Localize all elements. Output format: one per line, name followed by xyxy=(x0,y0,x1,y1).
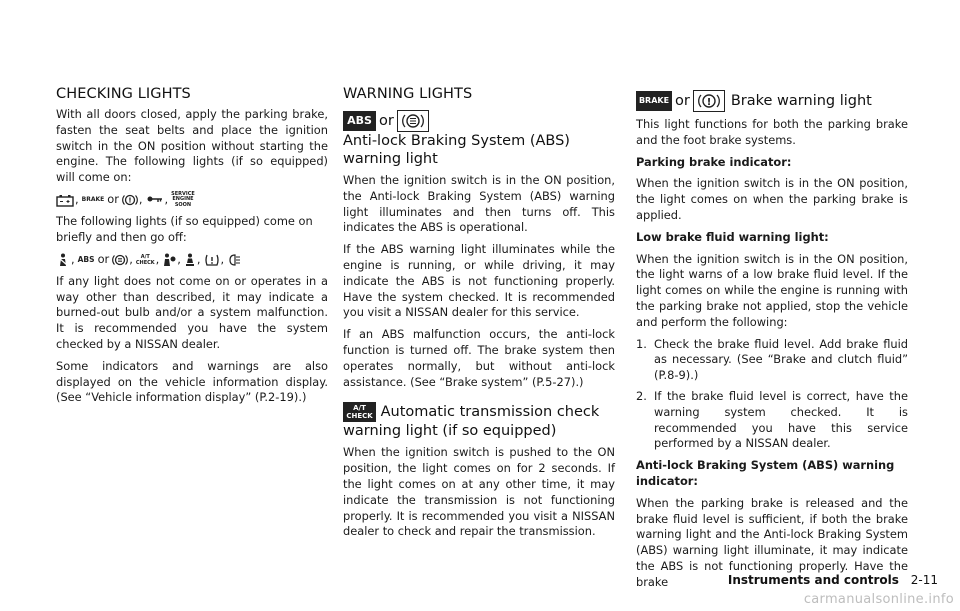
page-footer xyxy=(728,573,938,587)
abs-circle-badge-icon xyxy=(397,110,429,132)
page-number: 2-11 xyxy=(910,573,938,587)
checking-lights-paragraph-1: With all doors closed, apply the parking brake, fasten the seat belts and place the ignition switch in the ON position without starting the engine. The following lights (if so equipped) will come on: xyxy=(56,107,328,185)
checking-lights-paragraph-4: Some indicators and warnings are also displayed on the vehicle information display. (See “Vehicle information display” (P.2-19).) xyxy=(56,358,328,405)
brake-paragraph-2: When the ignition switch is in the ON position, the light comes on when the parking brake is applied. xyxy=(636,176,908,222)
lights-briefly-icon-row: , ABS or , A/T CHECK , , , , xyxy=(56,252,328,268)
list-item: 1. Check the brake fluid level. Add brake fluid as necessary. (See “Brake and clutch fluid” (P.8-9).) xyxy=(636,336,908,383)
column-warning-lights xyxy=(343,86,615,546)
battery-icon xyxy=(56,194,74,207)
brake-warning-heading: BRAKE or ! Brake warning light xyxy=(636,90,908,112)
svg-text:!: ! xyxy=(706,97,712,108)
brake-paragraph-3: When the ignition switch is in the ON position, the light warns of a low brake fluid level. If the light comes on while the engine is running with the parking brake not applied, stop the vehicle and perform the following: xyxy=(636,251,908,329)
abs-paragraph-3: If an ABS malfunction occurs, the anti-lock function is turned off. The brake system then operates normally, but without anti-lock assistance. (See “Brake system” (P.5-27).) xyxy=(343,327,615,389)
key-icon xyxy=(146,194,164,206)
abs-text-icon: ABS xyxy=(77,255,95,265)
brake-paragraph-1: This light functions for both the parking brake and the foot brake systems. xyxy=(636,117,908,147)
list-item: 2. If the brake fluid level is correct, have the warning system checked. It is recommended you have this service performed by a NISSAN dealer. xyxy=(636,388,908,451)
at-check-heading: A/T CHECK Automatic transmission check warning light (if so equipped) xyxy=(343,404,600,440)
headlight-icon xyxy=(227,253,241,267)
lights-on-icon-row: , BRAKE or ! , , SERVICE ENGINE SOON xyxy=(56,192,328,209)
checking-lights-paragraph-2: The following lights (if so equipped) come on briefly and then go off: xyxy=(56,214,313,245)
passenger-seatbelt-icon xyxy=(184,253,196,267)
abs-paragraph-2: If the ABS warning light illuminates while the engine is running, or while driving, it may indicate the ABS is not functioning properly. Have the system checked. It is recommended you visit a NISSAN dealer for this service. xyxy=(343,242,615,320)
abs-badge-icon: ABS xyxy=(343,111,376,131)
section-title-warning-lights: WARNING LIGHTS xyxy=(343,86,473,102)
at-check-icon: A/T CHECK xyxy=(135,253,155,266)
brake-badge-icon: BRAKE xyxy=(636,91,672,111)
watermark: carmanualsonline.info xyxy=(803,592,954,607)
at-check-paragraph: When the ignition switch is pushed to the ON position, the light comes on for 2 seconds. If the light comes on at any other time, it may indicate the transmission is not functioning properly. It is recommended you visit a NISSAN dealer to check and repair the transmission. xyxy=(343,445,615,539)
abs-paragraph-1: When the ignition switch is in the ON position, the Anti-lock Braking System (ABS) warning light illuminates and then turns off. This indicates the ABS is operational. xyxy=(343,173,615,235)
service-engine-soon-icon: SERVICE ENGINE SOON xyxy=(171,190,195,208)
brake-circle-icon xyxy=(122,193,138,207)
brake-paragraph-4: When the parking brake is released and the brake fluid level is sufficient, if both the brake warning light and the Anti-lock Braking System (ABS) warning light illuminate, it may indicate the ABS is not functioning properly. Have the brake xyxy=(636,495,908,589)
abs-indicator-subheading: Anti-lock Braking System (ABS) warning indicator: xyxy=(636,458,895,488)
brake-steps-list xyxy=(636,337,908,453)
parking-brake-subheading: Parking brake indicator: xyxy=(636,154,792,169)
svg-text:!: ! xyxy=(128,196,132,205)
airbag-icon xyxy=(162,253,176,267)
column-brake-warning xyxy=(636,86,908,597)
column-checking-lights xyxy=(56,86,328,412)
brake-circle-badge-icon xyxy=(693,90,725,112)
seatbelt-icon xyxy=(56,253,70,267)
tire-pressure-icon xyxy=(204,253,220,267)
abs-circle-icon xyxy=(112,253,128,267)
checking-lights-paragraph-3: If any light does not come on or operates in a way other than described, it may indicate a burned-out bulb and/or a system malfunction. It is recommended you have the system checked by a NISSAN dealer. xyxy=(56,273,328,352)
brake-text-icon: BRAKE xyxy=(81,196,105,204)
at-check-badge-icon: A/T CHECK xyxy=(343,402,376,422)
footer-section-name: Instruments and controls xyxy=(727,573,899,587)
abs-warning-heading: ABS or Anti-lock Braking System (ABS) warning light xyxy=(343,110,615,168)
section-title-checking-lights: CHECKING LIGHTS xyxy=(56,86,191,102)
low-brake-fluid-subheading: Low brake fluid warning light: xyxy=(636,229,829,244)
